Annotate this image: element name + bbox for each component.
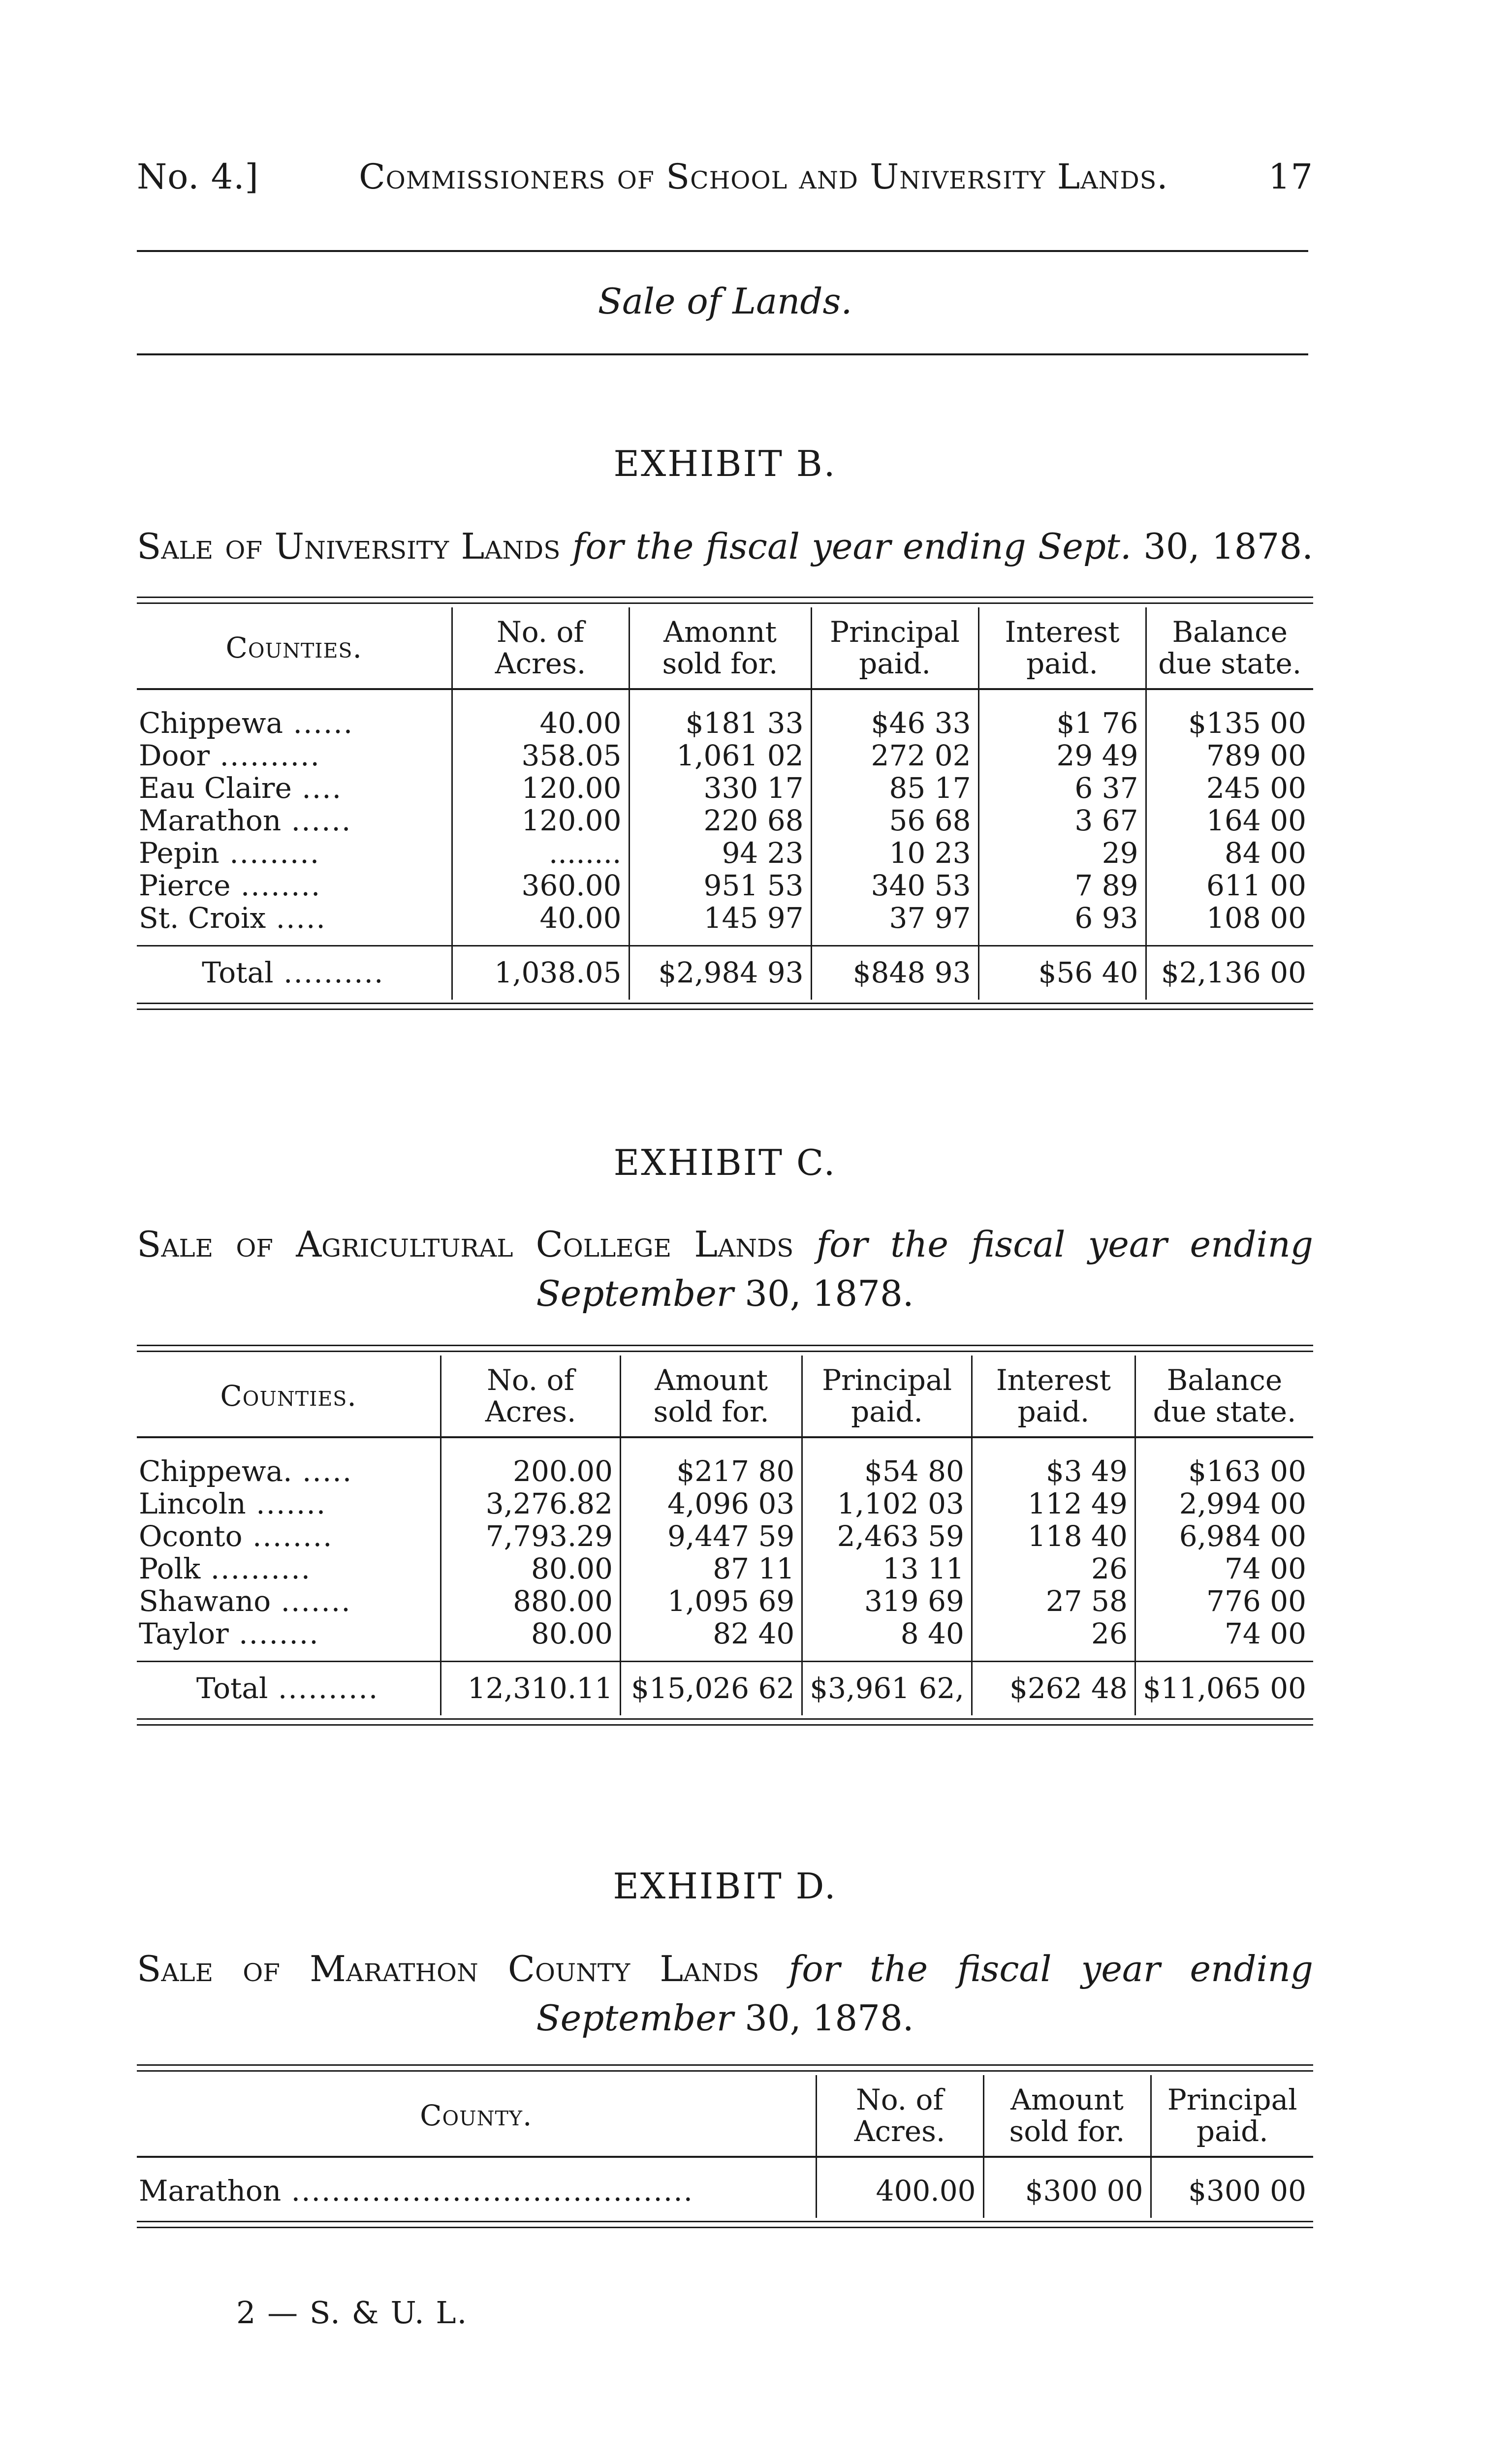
value-cell: 245 00 (1146, 772, 1313, 804)
exhibit-b-bottom-rule (137, 1003, 1313, 1004)
spacer-cell (629, 934, 811, 946)
value-cell: 118 40 (972, 1520, 1135, 1552)
exhibit-b-top-rule (137, 597, 1313, 598)
dot-leader: ........ (228, 1617, 319, 1650)
exhibit-b-title: EXHIBIT B. (613, 443, 837, 484)
table-row (137, 739, 1313, 772)
total-value: $2,136 00 (1146, 946, 1313, 1000)
county-name-cell: Pepin ......... (139, 836, 320, 870)
value-cell: 37 97 (811, 902, 978, 934)
value-cell: $181 33 (629, 707, 811, 739)
exhibit-b-caption-subject: Sale of University Lands (137, 526, 561, 567)
value-cell: 7 89 (978, 869, 1146, 902)
value-cell: 951 53 (629, 869, 811, 902)
row-spacer (137, 1437, 1313, 1455)
value-cell: 1,102 03 (802, 1487, 972, 1520)
value-cell: $300 00 (983, 2175, 1151, 2207)
column-header-principal: Principal paid. (1151, 2075, 1313, 2157)
table-row (137, 1455, 1313, 1487)
spacer-cell (621, 1650, 802, 1662)
value-cell: $1 76 (978, 707, 1146, 739)
spacer-cell (811, 934, 978, 946)
total-value: $15,026 62 (621, 1662, 802, 1716)
spacer-cell (972, 1437, 1135, 1455)
value-cell: 6 37 (978, 772, 1146, 804)
value-cell: 13 11 (802, 1552, 972, 1585)
table-row (137, 1585, 1313, 1617)
table-row (137, 1617, 1313, 1650)
value-cell: 272 02 (811, 739, 978, 772)
signature-mark: 2 — S. & U. L. (236, 2295, 468, 2331)
column-header-county: County. (137, 2075, 816, 2157)
value-cell: 74 00 (1135, 1617, 1313, 1650)
dot-leader: .......... (200, 1552, 312, 1585)
exhibit-b-top-rule-2 (137, 602, 1313, 604)
value-cell: 94 23 (629, 837, 811, 869)
exhibit-d-caption (137, 1944, 1313, 1993)
exhibit-b-caption-date: 30, 1878. (1143, 526, 1314, 567)
value-cell: 164 00 (1146, 804, 1313, 837)
exhibit-d-bottom-rule-2 (137, 2227, 1313, 2228)
spacer-cell (1146, 689, 1313, 707)
dot-leader: ....... (271, 1584, 351, 1618)
value-cell: 74 00 (1135, 1552, 1313, 1585)
exhibit-b-caption (137, 522, 1313, 571)
value-cell: 7,793.29 (441, 1520, 621, 1552)
exhibit-b-bottom-rule-2 (137, 1009, 1313, 1010)
exhibit-c-caption-subject: Sale of Agricultural College Lands (137, 1224, 794, 1265)
value-cell: $54 80 (802, 1455, 972, 1487)
county-name-cell: Marathon ........................................ (139, 2174, 694, 2208)
value-cell: 56 68 (811, 804, 978, 837)
county-name-cell: Eau Claire .... (139, 771, 343, 805)
county-name-cell: Pierce ........ (139, 869, 321, 902)
value-cell: 10 23 (811, 837, 978, 869)
total-value: 12,310.11 (441, 1662, 621, 1716)
value-cell: 40.00 (452, 902, 629, 934)
value-cell: 6 93 (978, 902, 1146, 934)
dot-leader: ..... (292, 1454, 353, 1488)
exhibit-d-top-rule-2 (137, 2070, 1313, 2072)
exhibit-c-caption-month: September (536, 1273, 734, 1314)
value-cell: 29 49 (978, 739, 1146, 772)
dot-leader: ...... (281, 804, 352, 837)
spacer-cell (1151, 2207, 1313, 2218)
spacer-cell (441, 1437, 621, 1455)
spacer-cell (1135, 1437, 1313, 1455)
value-cell: 319 69 (802, 1585, 972, 1617)
value-cell: 776 00 (1135, 1585, 1313, 1617)
value-cell: 80.00 (441, 1617, 621, 1650)
value-cell: 82 40 (621, 1617, 802, 1650)
value-cell: 29 (978, 837, 1146, 869)
dot-leader: ....... (246, 1487, 327, 1520)
value-cell: $300 00 (1151, 2175, 1313, 2207)
spacer-cell (137, 2207, 816, 2218)
value-cell: 6,984 00 (1135, 1520, 1313, 1552)
table-row (137, 707, 1313, 739)
value-cell: 26 (972, 1552, 1135, 1585)
exhibit-b-header-row (137, 607, 1313, 689)
column-header-amount: Amount sold for. (621, 1356, 802, 1437)
county-name-cell: Shawano ....... (139, 1584, 351, 1618)
dot-leader: ........ (242, 1519, 333, 1553)
total-value: $848 93 (811, 946, 978, 1000)
total-row (137, 946, 1313, 1000)
column-header-acres: No. of Acres. (441, 1356, 621, 1437)
spacer-cell (137, 1437, 441, 1455)
value-cell: 340 53 (811, 869, 978, 902)
table-row (137, 1520, 1313, 1552)
county-name-cell: St. Croix ..... (139, 901, 326, 935)
exhibit-c-header-row (137, 1356, 1313, 1437)
dot-leader: ........................................ (281, 2174, 694, 2208)
column-header-principal: Principal paid. (802, 1356, 972, 1437)
value-cell: 2,994 00 (1135, 1487, 1313, 1520)
value-cell: 120.00 (452, 772, 629, 804)
value-cell: $46 33 (811, 707, 978, 739)
column-header-counties: Counties. (137, 1356, 441, 1437)
dot-leader: .......... (268, 1672, 379, 1705)
spacer-cell (811, 689, 978, 707)
exhibit-c-bottom-rule (137, 1718, 1313, 1720)
section-heading: Sale of Lands. (598, 281, 852, 322)
running-head-number: No. 4.] (137, 157, 259, 197)
total-value: $2,984 93 (629, 946, 811, 1000)
spacer-cell (983, 2157, 1151, 2175)
value-cell: 360.00 (452, 869, 629, 902)
spacer-cell (629, 689, 811, 707)
total-value: $56 40 (978, 946, 1146, 1000)
spacer-cell (441, 1650, 621, 1662)
dot-leader: ...... (283, 706, 354, 740)
spacer-cell (816, 2157, 983, 2175)
exhibit-b-body (137, 689, 1313, 1000)
exhibit-d-top-rule (137, 2064, 1313, 2066)
row-spacer (137, 2207, 1313, 2218)
county-name-cell: Oconto ........ (139, 1519, 333, 1553)
exhibit-d-body (137, 2157, 1313, 2218)
value-cell: 8 40 (802, 1617, 972, 1650)
header-rule (137, 250, 1308, 252)
total-label: Total .......... (137, 1662, 441, 1716)
dot-leader: .......... (273, 956, 384, 989)
dot-leader: ........ (230, 869, 321, 902)
spacer-cell (983, 2207, 1151, 2218)
exhibit-d-caption-month: September (536, 1997, 734, 2039)
value-cell: $135 00 (1146, 707, 1313, 739)
table-row (137, 1552, 1313, 1585)
value-cell: 330 17 (629, 772, 811, 804)
value-cell: 4,096 03 (621, 1487, 802, 1520)
column-header-acres: No. of Acres. (452, 607, 629, 689)
spacer-cell (802, 1650, 972, 1662)
spacer-cell (978, 689, 1146, 707)
exhibit-d-caption-period: for the fiscal year ending (788, 1948, 1314, 1989)
column-header-amount: Amonnt sold for. (629, 607, 811, 689)
exhibit-c-caption-line2 (137, 1269, 1313, 1318)
county-name-cell: Door .......... (139, 739, 320, 772)
exhibit-d-table (137, 2075, 1313, 2218)
value-cell: 87 11 (621, 1552, 802, 1585)
county-name-cell: Chippewa. ..... (139, 1454, 353, 1488)
dot-leader: ......... (219, 836, 320, 870)
spacer-cell (452, 689, 629, 707)
value-cell: 108 00 (1146, 902, 1313, 934)
exhibit-c-caption-period: for the fiscal year ending (816, 1224, 1314, 1265)
row-spacer (137, 2157, 1313, 2175)
spacer-cell (137, 1650, 441, 1662)
dot-leader: ..... (266, 901, 326, 935)
section-rule (137, 353, 1308, 355)
value-cell: 880.00 (441, 1585, 621, 1617)
running-header (137, 157, 1313, 206)
value-cell: 400.00 (816, 2175, 983, 2207)
total-label: Total .......... (137, 946, 452, 1000)
total-value: $262 48 (972, 1662, 1135, 1716)
exhibit-d-caption-date: 30, 1878. (745, 1997, 914, 2039)
spacer-cell (621, 1437, 802, 1455)
spacer-cell (816, 2207, 983, 2218)
dot-leader: .... (291, 771, 343, 805)
column-header-interest: Interest paid. (972, 1356, 1135, 1437)
total-value: $11,065 00 (1135, 1662, 1313, 1716)
value-cell: 611 00 (1146, 869, 1313, 902)
spacer-cell (137, 689, 452, 707)
spacer-cell (137, 2157, 816, 2175)
column-header-principal: Principal paid. (811, 607, 978, 689)
county-name-cell: Chippewa ...... (139, 706, 354, 740)
value-cell: 26 (972, 1617, 1135, 1650)
spacer-cell (1146, 934, 1313, 946)
value-cell: 358.05 (452, 739, 629, 772)
exhibit-d-header-row (137, 2075, 1313, 2157)
column-header-balance: Balance due state. (1135, 1356, 1313, 1437)
exhibit-d-caption-line2 (137, 1993, 1313, 2043)
spacer-cell (802, 1437, 972, 1455)
exhibit-c-caption-date: 30, 1878. (745, 1273, 914, 1314)
table-row (137, 902, 1313, 934)
table-row (137, 1487, 1313, 1520)
exhibit-c-caption (137, 1220, 1313, 1269)
exhibit-b-caption-period: for the fiscal year ending Sept. (572, 526, 1132, 567)
value-cell: 80.00 (441, 1552, 621, 1585)
value-cell: 27 58 (972, 1585, 1135, 1617)
row-spacer (137, 689, 1313, 707)
spacer-cell (978, 934, 1146, 946)
column-header-acres: No. of Acres. (816, 2075, 983, 2157)
exhibit-c-top-rule-2 (137, 1351, 1313, 1352)
value-cell: $3 49 (972, 1455, 1135, 1487)
spacer-cell (452, 934, 629, 946)
column-header-counties: Counties. (137, 607, 452, 689)
value-cell: 789 00 (1146, 739, 1313, 772)
exhibit-c-bottom-rule-2 (137, 1724, 1313, 1726)
value-cell: 9,447 59 (621, 1520, 802, 1552)
spacer-cell (137, 934, 452, 946)
spacer-cell (1135, 1650, 1313, 1662)
value-cell: $163 00 (1135, 1455, 1313, 1487)
exhibit-c-table (137, 1356, 1313, 1715)
spacer-cell (1151, 2157, 1313, 2175)
county-name-cell: Polk .......... (139, 1552, 312, 1585)
county-name-cell: Lincoln ....... (139, 1487, 327, 1520)
exhibit-c-top-rule (137, 1345, 1313, 1346)
value-cell: 145 97 (629, 902, 811, 934)
column-header-amount: Amount sold for. (983, 2075, 1151, 2157)
value-cell: 120.00 (452, 804, 629, 837)
row-spacer (137, 1650, 1313, 1662)
value-cell: 84 00 (1146, 837, 1313, 869)
row-spacer (137, 934, 1313, 946)
exhibit-d-title: EXHIBIT D. (613, 1865, 837, 1907)
total-value: 1,038.05 (452, 946, 629, 1000)
value-cell: 1,061 02 (629, 739, 811, 772)
total-row (137, 1662, 1313, 1716)
value-cell: 3 67 (978, 804, 1146, 837)
exhibit-c-title: EXHIBIT C. (613, 1142, 837, 1183)
table-row (137, 2175, 1313, 2207)
table-row (137, 837, 1313, 869)
table-row (137, 772, 1313, 804)
spacer-cell (972, 1650, 1135, 1662)
exhibit-d-caption-subject: Sale of Marathon County Lands (137, 1948, 759, 1989)
exhibit-b-table (137, 607, 1313, 1000)
value-cell: 2,463 59 (802, 1520, 972, 1552)
total-value: $3,961 62, (802, 1662, 972, 1716)
page-number: 17 (1268, 157, 1313, 197)
value-cell: 3,276.82 (441, 1487, 621, 1520)
value-cell: $217 80 (621, 1455, 802, 1487)
county-name-cell: Marathon ...... (139, 804, 352, 837)
value-cell: 1,095 69 (621, 1585, 802, 1617)
value-cell: 220 68 (629, 804, 811, 837)
exhibit-d-bottom-rule (137, 2221, 1313, 2222)
value-cell: 200.00 (441, 1455, 621, 1487)
table-row (137, 804, 1313, 837)
running-head-title: Commissioners of School and University Lands. (359, 157, 1168, 197)
column-header-balance: Balance due state. (1146, 607, 1313, 689)
value-cell: ........ (452, 837, 629, 869)
value-cell: 112 49 (972, 1487, 1135, 1520)
column-header-interest: Interest paid. (978, 607, 1146, 689)
value-cell: 40.00 (452, 707, 629, 739)
table-row (137, 869, 1313, 902)
dot-leader: .......... (210, 739, 320, 772)
exhibit-c-body (137, 1437, 1313, 1715)
county-name-cell: Taylor ........ (139, 1617, 319, 1650)
value-cell: 85 17 (811, 772, 978, 804)
